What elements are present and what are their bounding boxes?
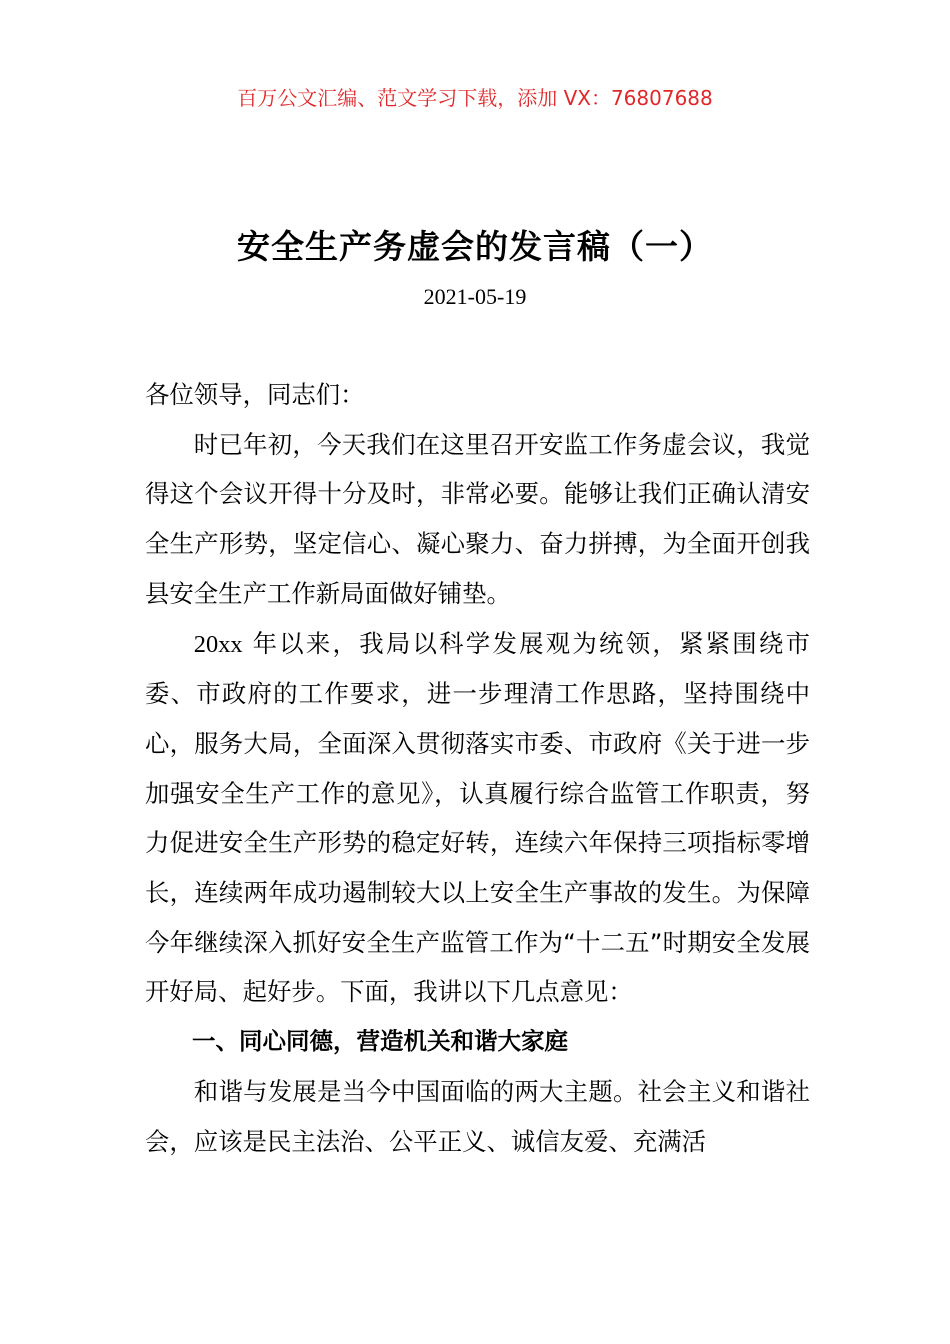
document-date: 2021-05-19 xyxy=(423,284,527,309)
section-paragraph: 和谐与发展是当今中国面临的两大主题。社会主义和谐社会，应该是民主法治、公平正义、诚信友爱、充满活 xyxy=(145,1076,810,1156)
header-note: 百万公文汇编、范文学习下载，添加 VX：76807688 xyxy=(237,86,713,110)
section-heading: 一、同心同德，营造机关和谐大家庭 xyxy=(192,1027,568,1056)
paragraph-review xyxy=(145,619,810,1018)
paragraph-review-text: 年以来，我局以科学发展观为统领，紧紧围绕市委、市政府的工作要求，进一步理清工作思路，坚持围绕中心，服务大局，全面深入贯彻落实市委、市政府《关于进一步加强安全生产工作的意见》，认真履行综合监管工作职责，努力促进安全生产形势的稳定好转，连续六年保持三项指标零增长，连续两年成功遏制较大以上安全生产事故的发生。为保障今年继续深入抓好安全生产监管工作为“十二五”时期安全发展开好局、起好步。下面，我讲以下几点意见： xyxy=(145,628,810,1007)
salutation: 各位领导，同志们： xyxy=(145,380,365,409)
paragraph-intro: 时已年初，今天我们在这里召开安监工作务虚会议，我觉得这个会议开得十分及时，非常必要。能够让我们正确认清安全生产形势，坚定信心、凝心聚力、奋力拼搏，为全面开创我县安全生产工作新局面做好铺垫。 xyxy=(145,429,810,608)
document-body xyxy=(145,370,810,1166)
document-title: 安全生产务虚会的发言稿（一） xyxy=(237,227,713,266)
year-prefix: 20xx xyxy=(193,630,243,658)
